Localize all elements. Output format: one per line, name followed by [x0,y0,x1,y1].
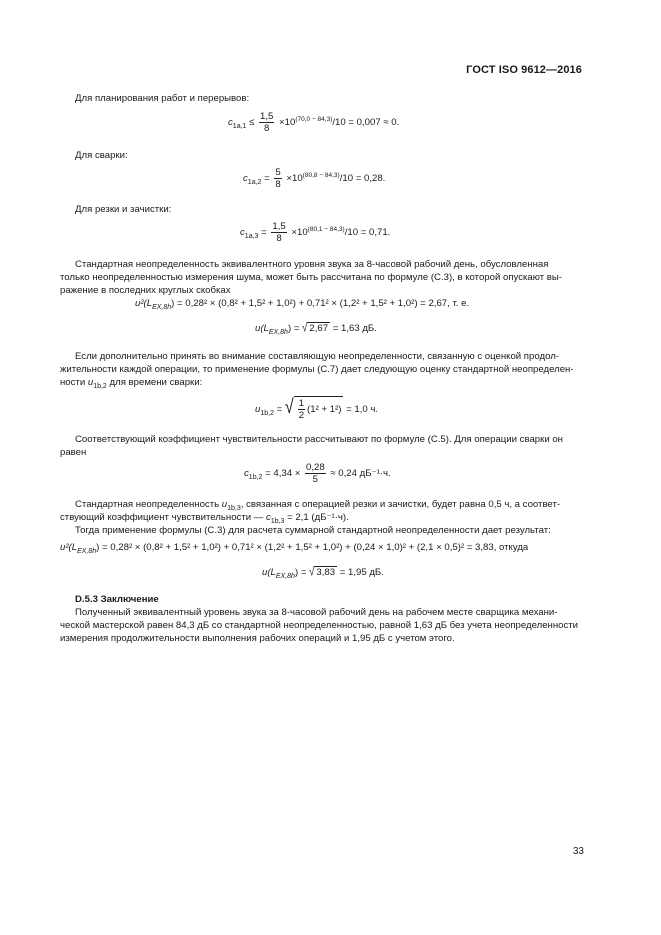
f1-den: 8 [264,123,270,134]
sqrt-icon: √ [302,321,308,336]
f6-inner: (1² + 1²) [307,404,342,416]
label-planning: Для планирования работ и перерывов: [75,93,250,104]
f7-den: 5 [312,474,318,485]
para4-line1-pre: Стандартная неопределенность [75,499,220,510]
f4-text: (0,8² + 1,5² + 1,0²) + 0,71² × (1,2² + 1,5² + 1,0²) = 2,67, т. е. [218,298,470,309]
f3-den: 8 [276,233,282,244]
f1-div: /10 [332,117,346,129]
f3-num: 1,5 [272,221,286,232]
para4-var2: c [266,512,271,523]
para4-line1 [60,498,582,511]
paragraph-3 [60,433,582,459]
f8-rest: ) = 0,28² × (0,8² + 1,5² + 1,0²) + 0,71² × (1,2² + 1,5² + 1,0²) + (0,24 × 1,0)² + (2,1 × 0,5)² = 3,83, откуда [96,542,529,553]
f2-sym: c [243,173,248,185]
f6-num: 1 [298,398,305,409]
f5-root: 2,67 [309,323,329,334]
f3-result: = 0,71. [360,227,391,239]
f2-times: × [286,173,292,185]
f3-rel: = [261,227,267,239]
f6-pre: u [255,404,261,416]
formula-u-1 [255,322,377,335]
f7-eq: = 4,34 × [265,468,301,480]
section-line3: измерения продолжительности выполнения рабочих операций и 1,95 дБ с учетом этого. [60,633,455,644]
f6-result: = 1,0 ч. [346,404,379,416]
f2-den: 8 [275,179,281,190]
para4-var1: u [221,499,228,510]
f3-div: /10 [344,227,359,239]
formula-u-2 [262,566,384,579]
f6-eq: = [276,404,283,416]
formula-u2-total [60,541,528,554]
section-heading: D.5.3 Заключение [75,594,159,605]
f7-pre: c [244,468,249,480]
f7-result: ≈ 0,24 дБ⁻¹·ч. [330,468,391,480]
f4-sub: EX,8h [152,304,172,311]
para4-sub2: 1b,3 [270,518,285,525]
para4-line3: Тогда применение формулы (С.3) для расчета суммарной стандартной неопределенности дает результат: [75,525,551,536]
page-number: 33 [572,846,584,857]
para2-line3-pre: ности [60,377,86,388]
para2-sub: 1b,2 [93,383,107,390]
f6-sub: 1b,2 [260,410,274,418]
f1-sub: 1a,1 [232,123,247,131]
f4-pre: u²(L [135,298,153,309]
f5-post: ) = [287,323,300,334]
para4-line2-pre: ствующий коэффициент чувствительности — [60,512,264,523]
formula-u1b2 [255,396,378,421]
f5-pre: u(L [255,323,269,334]
para2-line3 [60,376,582,389]
f2-base: 10 [292,173,303,185]
label-cutting: Для резки и зачистки: [75,204,172,215]
f1-num: 1,5 [260,111,274,122]
para4-line2-post: = 2,1 (дБ⁻¹·ч). [287,512,349,523]
para3-line1: Соответствующий коэффициент чувствительности рассчитывают по формуле (С.5). Для операции сварки он [75,434,563,445]
f9-post: ) = [294,567,307,578]
f3-fraction [271,221,286,244]
f3-exp: (80,1 − 84,3) [307,226,345,234]
sqrt-icon-2: √ [284,396,294,419]
para2-line1: Если дополнительно принять во внимание составляющую неопределенности, связанную с оценкой продол- [75,351,559,362]
f1-fraction [259,111,274,134]
sqrt-icon-3: √ [309,565,315,580]
f2-fraction [274,167,281,190]
f2-exp: (80,8 − 84,3) [302,172,340,180]
para2-var: u [87,377,94,388]
f2-result: = 0,28. [355,173,386,185]
f8-pre: u²(L [60,542,78,553]
para1-line2: только неопределенностью измерения шума, может быть рассчитана по формуле (С.3), в которой опускают вы- [60,272,562,283]
formula-c1b2 [244,462,391,485]
f2-rel: = [264,173,270,185]
f9-root: 3,83 [316,567,336,578]
para4-line2 [60,511,582,524]
f2-num: 5 [275,167,281,178]
f2-div: /10 [339,173,354,185]
f6-den: 2 [298,410,305,421]
f3-sym: c [240,227,245,239]
f1-result: = 0,007 ≈ 0. [348,117,400,129]
f9-pre: u(L [262,567,276,578]
paragraph-4 [60,498,582,537]
f3-base: 10 [297,227,308,239]
f9-result: = 1,95 дБ. [339,567,384,578]
formula-c1a1 [228,111,399,134]
f5-sub: EX,8h [268,329,288,336]
f9-sub: EX,8h [275,573,295,580]
f8-sub: EX,8h [77,548,97,555]
para4-line1-post: , связанная с операцией резки и зачистки, будет равна 0,5 ч, а соответ- [240,499,561,510]
label-welding: Для сварки: [75,150,128,161]
f1-exp: (70,0 − 84,3) [295,116,333,124]
para2-line2: жительности каждой операции, то применение формулы (С.7) дает следующую оценку стандартной неопределен- [60,364,574,375]
document-header: ГОСТ ISO 9612—2016 [466,64,582,76]
f1-times: × [279,117,285,129]
f1-rel: ≤ [249,117,255,129]
para3-line2: равен [60,447,87,458]
f7-sub: 1b,2 [248,474,263,482]
f2-sub: 1a,2 [247,179,262,187]
f1-sym: c [228,117,233,129]
f7-fraction [305,462,326,485]
formula-c1a2 [243,167,385,190]
formula-u2-first [135,297,469,310]
para2-line3-post: для времени сварки: [109,377,203,388]
f6-radicand [294,396,344,421]
para4-sub1: 1b,3 [227,505,241,512]
section-line2: ческой мастерской равен 84,3 дБ со стандартной неопределенностью, равной 1,63 дБ без учета неопределенности [60,620,579,631]
f3-times: × [291,227,297,239]
para1-line1: Стандартная неопределенность эквивалентного уровня звука за 8-часовой рабочий день, обусловленная [75,259,549,270]
paragraph-2 [60,350,582,389]
f7-num: 0,28 [305,462,325,473]
formula-c1a3 [240,221,390,244]
f1-base: 10 [284,117,296,129]
para1-line3: ражение в последних круглых скобках [60,285,231,296]
f4-mid: ) = 0,28² × [171,298,216,309]
section-conclusion [60,593,582,645]
paragraph-1 [60,258,582,297]
f3-sub: 1a,3 [244,233,259,241]
f5-result: = 1,63 дБ. [332,323,377,334]
section-line1: Полученный эквивалентный уровень звука за 8-часовой рабочий день на рабочем месте сварщика механи- [75,607,558,618]
